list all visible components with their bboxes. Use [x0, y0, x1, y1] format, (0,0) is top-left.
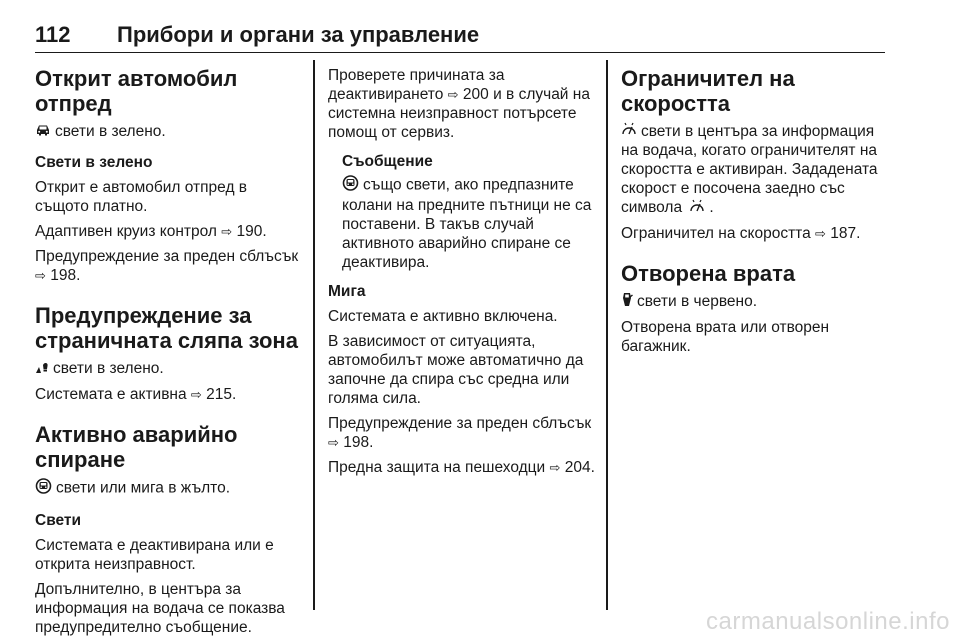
- reference-arrow-icon: ⇨: [328, 435, 339, 450]
- door-open-status: свети в червено.: [637, 292, 758, 310]
- reference-arrow-icon: ⇨: [221, 224, 233, 240]
- page-reference[interactable]: 204.: [564, 459, 595, 476]
- reference-text: и в случай на системна неизправност потърсете помощ от сервиз.: [328, 86, 590, 141]
- speed-limiter-text: свети в центъра за информация на водача, когато ограничителят на скоростта е активиран. Зададената скорост е посочена заедно със символа: [621, 123, 878, 217]
- page-reference[interactable]: 187.: [830, 224, 861, 242]
- paragraph-with-reference: [328, 66, 598, 142]
- vehicle-ahead-icon: [35, 122, 51, 141]
- paragraph: Системата е активно включена.: [328, 308, 558, 325]
- reference-arrow-icon: ⇨: [815, 225, 826, 241]
- emergency-braking-status: свети или мига в жълто.: [56, 479, 231, 497]
- note-text: също свети, ако предпазните колани на предните пътници не са поставени. В такъв случай активното аварийно спиране се деактивира.: [342, 176, 592, 271]
- subheading-lit-green: Свети в зелено: [35, 154, 153, 172]
- reference-arrow-icon: ⇨: [447, 87, 459, 102]
- blind-spot-status: свети в зелено.: [53, 360, 164, 378]
- note-box: [328, 152, 598, 272]
- paragraph: Отворена врата или отворен багажник.: [621, 318, 830, 355]
- paragraph: Допълнително, в центъра за информация на водача се показва предупредително съобщение.: [35, 580, 285, 636]
- paragraph: Открит е автомобил отпред в същото платно.: [35, 179, 248, 216]
- subheading-blinking: Мига: [328, 283, 366, 300]
- page-reference[interactable]: 200: [462, 86, 489, 103]
- reference-text: Адаптивен круиз контрол: [35, 223, 217, 241]
- vehicle-ahead-status: свети в зелено.: [55, 123, 166, 140]
- speed-limiter-icon: [689, 199, 705, 218]
- door-open-icon: [621, 292, 633, 312]
- emergency-braking-icon: [35, 478, 52, 499]
- watermark: carmanualsonline.info: [706, 608, 950, 635]
- page-number: 112: [35, 22, 71, 47]
- section-heading-vehicle-ahead: Открит автомобил отпред: [35, 66, 238, 116]
- paragraph-with-reference: [621, 224, 889, 243]
- emergency-braking-icon: [342, 175, 359, 196]
- paragraph: Системата е деактивирана или е открита неизправност.: [35, 536, 274, 573]
- page-reference[interactable]: 190.: [236, 223, 267, 241]
- section-heading-door-open: Отворена врата: [621, 260, 796, 286]
- speed-limiter-icon: [621, 122, 637, 141]
- reference-arrow-icon: ⇨: [35, 268, 46, 284]
- page-reference[interactable]: 198.: [343, 434, 374, 451]
- column-3: [621, 66, 889, 362]
- reference-arrow-icon: ⇨: [190, 386, 202, 402]
- reference-text: Предна защита на пешеходци: [328, 459, 546, 476]
- paragraph-with-reference: [328, 458, 598, 477]
- chapter-title: Прибори и органи за управление: [117, 22, 480, 47]
- paragraph-with-reference: [35, 222, 300, 241]
- paragraph-with-reference: [35, 385, 300, 404]
- page-reference[interactable]: 198.: [50, 267, 81, 285]
- page-header: [35, 22, 885, 53]
- reference-text: Предупреждение за преден сблъсък: [35, 248, 299, 266]
- speed-limiter-text-end: .: [709, 199, 714, 217]
- page-reference[interactable]: 215.: [206, 385, 237, 403]
- paragraph-with-reference: [35, 247, 300, 285]
- column-1: [35, 66, 300, 643]
- blind-spot-icon: [35, 360, 49, 379]
- reference-text: Ограничител на скоростта: [621, 224, 811, 242]
- reference-text: Проверете причината за деактивирането: [328, 67, 505, 103]
- section-heading-speed-limiter: Ограничител на скоростта: [621, 66, 795, 116]
- paragraph-with-reference: [328, 414, 598, 452]
- reference-text: Системата е активна: [35, 385, 187, 403]
- section-heading-emergency-braking: Активно аварийно спиране: [35, 421, 238, 472]
- paragraph: В зависимост от ситуацията, автомобилът може автоматично да започне да спира със средна или голяма сила.: [328, 333, 584, 407]
- reference-arrow-icon: ⇨: [549, 460, 561, 475]
- column-divider-2: [606, 60, 608, 610]
- section-heading-blind-spot: Предупреждение за страничната сляпа зона: [35, 303, 298, 354]
- note-title: Съобщение: [342, 153, 433, 170]
- column-2: [328, 66, 598, 483]
- column-divider-1: [313, 60, 315, 610]
- subheading-lit: Свети: [35, 511, 82, 529]
- reference-text: Предупреждение за преден сблъсък: [328, 415, 592, 432]
